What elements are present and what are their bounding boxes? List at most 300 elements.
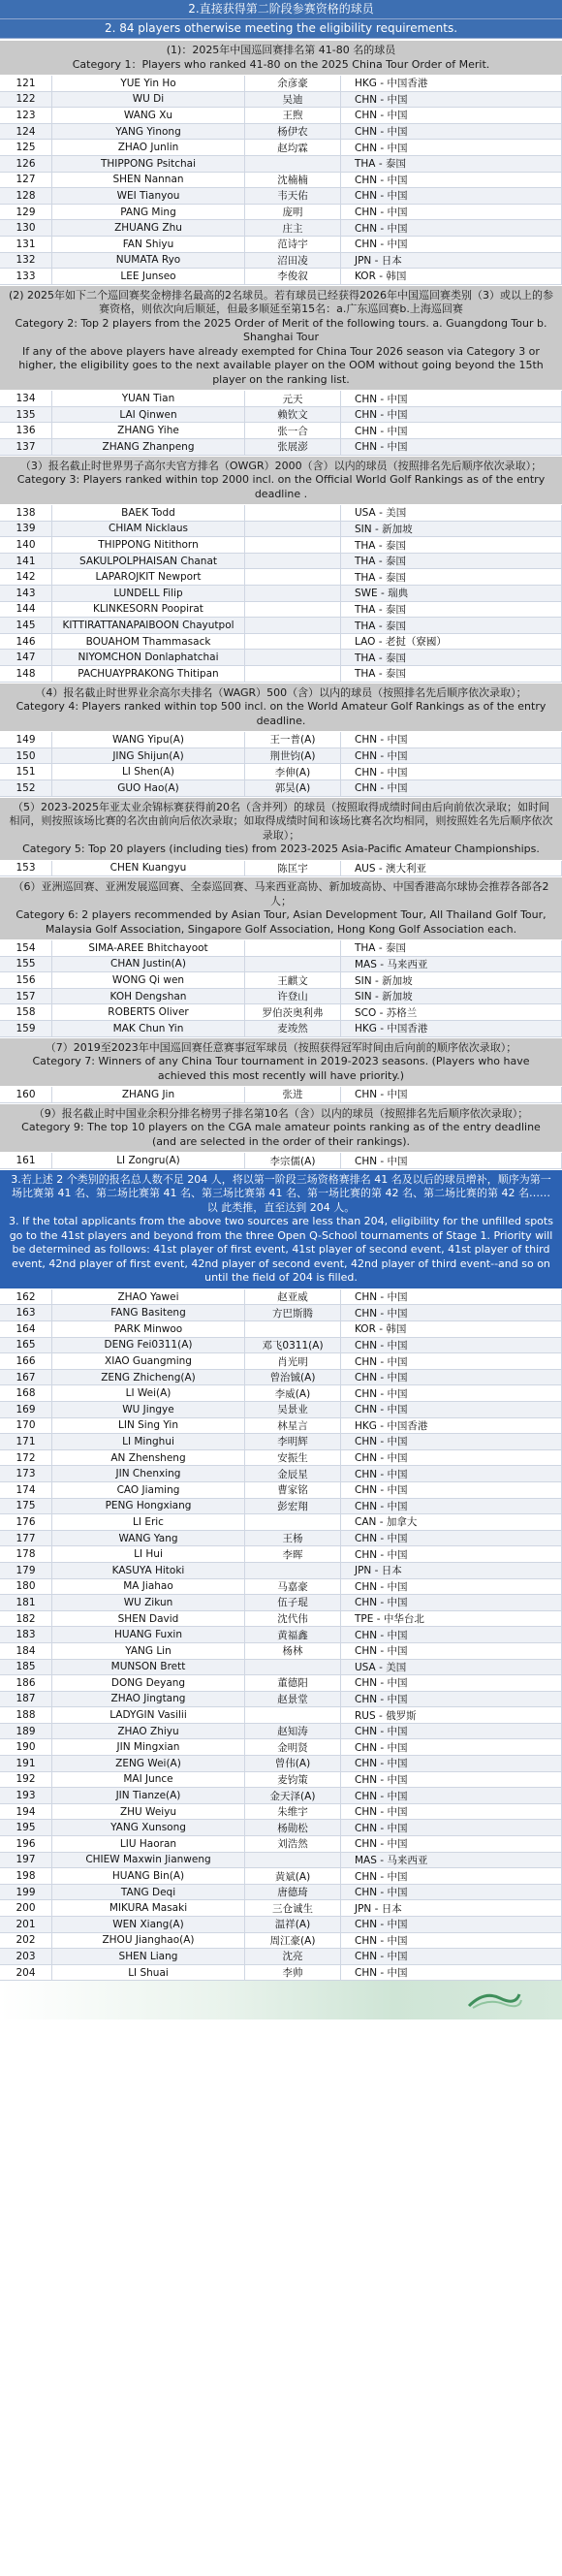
player-name-en: WU Zikun — [52, 1595, 245, 1611]
player-number: 137 — [0, 439, 52, 456]
player-name-en: WEN Xiang(A) — [52, 1917, 245, 1933]
category-line: Category 7: Winners of any China Tour tournament in 2019-2023 seasons. (Players who have achieved this most recently will have priority.) — [32, 1055, 530, 1082]
table-row — [0, 1723, 562, 1739]
player-name-en: MUNSON Brett — [52, 1659, 245, 1675]
category-line: （4）报名截止时世界业余高尔夫排名（WAGR）500（含）以内的球员（按照排名先后顺序依次录取）； — [35, 685, 527, 699]
player-number: 135 — [0, 406, 52, 423]
player-name-zh — [245, 586, 341, 602]
player-name-en: ZHAO Yawei — [52, 1289, 245, 1305]
player-number: 147 — [0, 650, 52, 666]
player-name-en: LI Zongru(A) — [52, 1153, 245, 1168]
player-nationality: CHN - 中国 — [341, 1964, 562, 1981]
player-number: 168 — [0, 1385, 52, 1402]
player-name-zh — [245, 618, 341, 634]
player-name-zh: 曾伟(A) — [245, 1756, 341, 1772]
player-name-zh — [245, 956, 341, 972]
player-name-en: WANG Yang — [52, 1530, 245, 1546]
player-number: 121 — [0, 76, 52, 91]
category-line: Category 6: 2 players recommended by Asian Tour, Asian Development Tour, All Thailand Golf Tour, Malaysia Golf Association, Singapore Golf Association, Hong Kong Golf Association each. — [16, 908, 546, 936]
player-name-zh: 金明贤 — [245, 1739, 341, 1756]
player-name-zh: 李宗儒(A) — [245, 1153, 341, 1168]
player-number: 163 — [0, 1305, 52, 1321]
player-number: 132 — [0, 252, 52, 269]
player-name-en: TANG Deqi — [52, 1884, 245, 1900]
player-name-en: GUO Hao(A) — [52, 779, 245, 796]
player-number: 167 — [0, 1369, 52, 1385]
table-row — [0, 666, 562, 683]
player-nationality: CHN - 中国 — [341, 1153, 562, 1168]
player-name-en: YUE Yin Ho — [52, 76, 245, 91]
player-name-zh: 邓飞0311(A) — [245, 1337, 341, 1353]
player-nationality: CHN - 中国 — [341, 188, 562, 205]
player-nationality: THA - 泰国 — [341, 569, 562, 586]
player-nationality: MAS - 马来西亚 — [341, 956, 562, 972]
player-name-zh — [245, 1707, 341, 1724]
player-number: 190 — [0, 1739, 52, 1756]
player-name-zh: 唐德琦 — [245, 1884, 341, 1900]
player-number: 155 — [0, 956, 52, 972]
player-name-en: FAN Shiyu — [52, 236, 245, 252]
table-row — [0, 1964, 562, 1981]
player-name-en: ZENG Wei(A) — [52, 1756, 245, 1772]
table-row — [0, 439, 562, 456]
table-row — [0, 1562, 562, 1578]
player-name-zh: 方巴斯腾 — [245, 1305, 341, 1321]
table-row — [0, 1627, 562, 1643]
category-heading — [0, 797, 562, 861]
player-nationality: CHN - 中国 — [341, 1353, 562, 1370]
player-name-zh: 张进 — [245, 1087, 341, 1102]
player-name-en: ZHOU Jianghao(A) — [52, 1932, 245, 1949]
player-name-zh: 林星言 — [245, 1417, 341, 1434]
table-row — [0, 1449, 562, 1466]
player-number: 140 — [0, 537, 52, 554]
player-name-en: LAI Qinwen — [52, 406, 245, 423]
player-name-en: JIN Mingxian — [52, 1739, 245, 1756]
player-nationality: CHN - 中国 — [341, 1691, 562, 1707]
player-name-zh — [245, 155, 341, 172]
category-line: （7）2019至2023年中国巡回赛任意赛事冠军球员（按照获得冠军时间由后向前的顺序依次录取）； — [45, 1040, 517, 1054]
player-name-zh — [245, 1321, 341, 1338]
players-table — [0, 1153, 562, 1169]
player-name-zh: 元天 — [245, 391, 341, 406]
table-row — [0, 269, 562, 285]
table-row — [0, 1675, 562, 1692]
player-name-zh: 罗伯茨奥利弗 — [245, 1004, 341, 1021]
player-number: 195 — [0, 1820, 52, 1836]
player-number: 202 — [0, 1932, 52, 1949]
player-number: 192 — [0, 1771, 52, 1788]
player-name-en: LIN Sing Yin — [52, 1417, 245, 1434]
player-name-zh: 金天泽(A) — [245, 1788, 341, 1804]
player-name-zh: 黄福鑫 — [245, 1627, 341, 1643]
player-name-en: PACHUAYPRAKONG Thitipan — [52, 666, 245, 683]
player-number: 145 — [0, 618, 52, 634]
player-number: 185 — [0, 1659, 52, 1675]
player-nationality: CHN - 中国 — [341, 1723, 562, 1739]
category-line: （6）亚洲巡回赛、亚洲发展巡回赛、全泰巡回赛、马来西亚高协、新加坡高协、中国香港高尔球协会推荐各部各2人； — [13, 880, 549, 907]
table-row — [0, 972, 562, 989]
table-row — [0, 1321, 562, 1338]
table-row — [0, 204, 562, 220]
player-name-zh: 赵知涛 — [245, 1723, 341, 1739]
player-name-zh: 沈楠楠 — [245, 172, 341, 188]
player-number: 134 — [0, 391, 52, 406]
player-nationality: THA - 泰国 — [341, 155, 562, 172]
player-name-zh — [245, 633, 341, 650]
player-name-en: KITTIRATTANAPAIBOON Chayutpol — [52, 618, 245, 634]
table-row — [0, 569, 562, 586]
player-name-zh: 黄斌(A) — [245, 1868, 341, 1885]
player-number: 131 — [0, 236, 52, 252]
player-nationality: CHN - 中国 — [341, 1949, 562, 1965]
category-line: Category 4: Players ranked within top 500 incl. on the World Amateur Golf Rankings as of the entry deadline. — [16, 700, 546, 727]
player-name-en: KOH Dengshan — [52, 988, 245, 1004]
player-nationality: CHN - 中国 — [341, 1595, 562, 1611]
player-nationality: CHN - 中国 — [341, 732, 562, 747]
supplement-note-zh: 3.若上述 2 个类别的报名总人数不足 204 人，将以第一阶段三场资格赛排名 41 名及以后的球员增补，顺序为第一场比赛第 41 名、第二场比赛第 41 名、第三场比赛第 41 名、第一场比赛的第 42 名、第二场比赛的第 42 名……以 此类推，直至达到 204 人。 — [11, 1172, 551, 1214]
player-nationality: CHN - 中国 — [341, 1289, 562, 1305]
table-row — [0, 1610, 562, 1627]
player-name-en: CHIAM Nicklaus — [52, 521, 245, 537]
player-name-zh: 李明辉 — [245, 1434, 341, 1450]
player-name-zh: 麦钧策 — [245, 1771, 341, 1788]
players-table — [0, 391, 562, 455]
player-name-zh — [245, 940, 341, 956]
player-number: 141 — [0, 553, 52, 569]
player-name-en: JIN Tianze(A) — [52, 1788, 245, 1804]
player-name-zh — [245, 553, 341, 569]
player-name-zh: 沈亮 — [245, 1949, 341, 1965]
player-name-en: LI Shen(A) — [52, 764, 245, 780]
player-number: 180 — [0, 1578, 52, 1595]
table-row — [0, 1900, 562, 1917]
player-number: 143 — [0, 586, 52, 602]
category-line: （3）报名截止时世界男子高尔夫官方排名（OWGR）2000（含）以内的球员（按照排名先后顺序依次录取）； — [19, 459, 543, 472]
player-name-en: ZHU Weiyu — [52, 1803, 245, 1820]
supplement-note — [0, 1169, 562, 1289]
player-name-en: LI Hui — [52, 1546, 245, 1563]
table-row — [0, 1514, 562, 1531]
player-nationality: SIN - 新加坡 — [341, 521, 562, 537]
player-name-zh: 王杨 — [245, 1530, 341, 1546]
table-row — [0, 155, 562, 172]
table-row — [0, 140, 562, 156]
category-line: (2) 2025年如下二个巡回赛奖金榜排名最高的2名球员。若有球员已经获得2026年中国巡回赛类别（3）或以上的参赛资格，则依次向后顺延，但最多顺延至第15名：a.广东巡回赛b.上海巡回赛 — [8, 288, 554, 316]
player-nationality: THA - 泰国 — [341, 537, 562, 554]
table-row — [0, 940, 562, 956]
table-row — [0, 1852, 562, 1868]
player-number: 171 — [0, 1434, 52, 1450]
table-row — [0, 1595, 562, 1611]
player-number: 194 — [0, 1803, 52, 1820]
players-table — [0, 861, 562, 877]
player-name-zh — [245, 1659, 341, 1675]
player-name-zh — [245, 505, 341, 521]
player-name-en: SHEN Liang — [52, 1949, 245, 1965]
player-name-zh: 曹家铭 — [245, 1481, 341, 1498]
player-number: 164 — [0, 1321, 52, 1338]
player-name-en: ZENG Zhicheng(A) — [52, 1369, 245, 1385]
player-name-en: KLINKESORN Poopirat — [52, 601, 245, 618]
player-number: 172 — [0, 1449, 52, 1466]
player-name-zh: 余彦豪 — [245, 76, 341, 91]
player-nationality: CHN - 中国 — [341, 1305, 562, 1321]
player-nationality: JPN - 日本 — [341, 1562, 562, 1578]
table-row — [0, 1756, 562, 1772]
player-name-en: ZHAO Junlin — [52, 140, 245, 156]
table-row — [0, 1434, 562, 1450]
player-name-zh: 吴迪 — [245, 91, 341, 108]
player-name-en: THIPPONG Nitithorn — [52, 537, 245, 554]
player-number: 199 — [0, 1884, 52, 1900]
player-name-zh: 赵亚威 — [245, 1289, 341, 1305]
players-table — [0, 505, 562, 683]
category-heading — [0, 456, 562, 506]
player-nationality: CHN - 中国 — [341, 1530, 562, 1546]
table-row — [0, 108, 562, 124]
player-number: 153 — [0, 861, 52, 876]
player-name-en: YANG Lin — [52, 1642, 245, 1659]
table-row — [0, 861, 562, 876]
player-name-en: SAKULPOLPHAISAN Chanat — [52, 553, 245, 569]
player-name-en: NIYOMCHON Donlaphatchai — [52, 650, 245, 666]
player-nationality: CHN - 中国 — [341, 1771, 562, 1788]
player-name-en: ZHUANG Zhu — [52, 220, 245, 237]
player-name-en: HUANG Bin(A) — [52, 1868, 245, 1885]
player-nationality: CHN - 中国 — [341, 1756, 562, 1772]
player-nationality: SIN - 新加坡 — [341, 972, 562, 989]
table-row — [0, 1771, 562, 1788]
player-name-zh: 马嘉豪 — [245, 1578, 341, 1595]
table-row — [0, 188, 562, 205]
footer-band — [0, 1981, 562, 2019]
category-heading — [0, 683, 562, 733]
player-name-en: LADYGIN Vasilii — [52, 1707, 245, 1724]
table-row — [0, 1578, 562, 1595]
player-nationality: CHN - 中国 — [341, 779, 562, 796]
player-number: 183 — [0, 1627, 52, 1643]
player-number: 186 — [0, 1675, 52, 1692]
player-number: 198 — [0, 1868, 52, 1885]
player-name-en: DONG Deyang — [52, 1675, 245, 1692]
player-name-zh — [245, 666, 341, 683]
player-name-en: CHAN Justin(A) — [52, 956, 245, 972]
player-nationality: CHN - 中国 — [341, 1369, 562, 1385]
player-number: 203 — [0, 1949, 52, 1965]
category-line: Category 1：Players who ranked 41-80 on the 2025 China Tour Order of Merit. — [72, 57, 490, 71]
player-name-zh: 朱维宇 — [245, 1803, 341, 1820]
table-row — [0, 1546, 562, 1563]
player-name-en: WEI Tianyou — [52, 188, 245, 205]
table-row — [0, 172, 562, 188]
player-name-en: LUNDELL Filip — [52, 586, 245, 602]
player-nationality: CHN - 中国 — [341, 439, 562, 456]
player-nationality: CHN - 中国 — [341, 140, 562, 156]
category-line: Category 5: Top 20 players (including ties) from 2023-2025 Asia-Pacific Amateur Championships. — [22, 843, 540, 855]
player-name-zh: 李俊叙 — [245, 269, 341, 285]
player-number: 148 — [0, 666, 52, 683]
category-line: (1)：2025年中国巡回赛排名第 41-80 名的球员 — [166, 44, 396, 56]
player-name-zh: 金辰星 — [245, 1466, 341, 1482]
player-nationality: CHN - 中国 — [341, 1087, 562, 1102]
category-heading — [0, 1037, 562, 1088]
player-nationality: CHN - 中国 — [341, 764, 562, 780]
players-table — [0, 1087, 562, 1103]
player-nationality: THA - 泰国 — [341, 601, 562, 618]
table-row — [0, 1402, 562, 1418]
player-name-zh — [245, 1514, 341, 1531]
player-nationality: CHN - 中国 — [341, 1739, 562, 1756]
player-name-zh: 陈匡宇 — [245, 861, 341, 876]
table-row — [0, 123, 562, 140]
player-name-en: HUANG Fuxin — [52, 1627, 245, 1643]
player-name-en: WU Di — [52, 91, 245, 108]
table-row — [0, 1466, 562, 1482]
player-number: 204 — [0, 1964, 52, 1981]
player-name-zh: 伍子琨 — [245, 1595, 341, 1611]
player-number: 173 — [0, 1466, 52, 1482]
player-nationality: KOR - 韩国 — [341, 1321, 562, 1338]
player-nationality: CHN - 中国 — [341, 1627, 562, 1643]
player-nationality: CHN - 中国 — [341, 220, 562, 237]
table-row — [0, 1739, 562, 1756]
player-name-zh: 曾治铖(A) — [245, 1369, 341, 1385]
player-name-en: LI Wei(A) — [52, 1385, 245, 1402]
player-name-zh: 董德阳 — [245, 1675, 341, 1692]
player-name-zh: 杨伊农 — [245, 123, 341, 140]
player-name-zh: 王一普(A) — [245, 732, 341, 747]
player-name-zh: 沈代伟 — [245, 1610, 341, 1627]
table-row — [0, 1884, 562, 1900]
category-heading — [0, 285, 562, 392]
player-nationality: LAO - 老挝（寮國） — [341, 633, 562, 650]
player-number: 177 — [0, 1530, 52, 1546]
player-nationality: THA - 泰国 — [341, 666, 562, 683]
player-name-en: LAPAROJKIT Newport — [52, 569, 245, 586]
player-nationality: CHN - 中国 — [341, 1385, 562, 1402]
player-name-zh — [245, 1562, 341, 1578]
player-name-zh: 庞明 — [245, 204, 341, 220]
player-nationality: CHN - 中国 — [341, 423, 562, 439]
player-nationality: CHN - 中国 — [341, 391, 562, 406]
player-nationality: CHN - 中国 — [341, 1434, 562, 1450]
player-number: 201 — [0, 1917, 52, 1933]
player-nationality: TPE - 中华台北 — [341, 1610, 562, 1627]
player-name-en: PARK Minwoo — [52, 1321, 245, 1338]
players-table — [0, 732, 562, 796]
table-row — [0, 1932, 562, 1949]
china-tour-logo-icon — [465, 1988, 523, 2012]
player-number: 127 — [0, 172, 52, 188]
player-name-en: YANG Xunsong — [52, 1820, 245, 1836]
player-name-en: PENG Hongxiang — [52, 1498, 245, 1514]
player-nationality: CHN - 中国 — [341, 1578, 562, 1595]
player-name-en: CAO Jiaming — [52, 1481, 245, 1498]
player-nationality: CHN - 中国 — [341, 1449, 562, 1466]
table-row — [0, 618, 562, 634]
player-name-en: LI Shuai — [52, 1964, 245, 1981]
player-number: 200 — [0, 1900, 52, 1917]
player-number: 149 — [0, 732, 52, 747]
player-nationality: JPN - 日本 — [341, 252, 562, 269]
table-row — [0, 1498, 562, 1514]
player-name-zh — [245, 650, 341, 666]
player-name-zh: 周江豪(A) — [245, 1932, 341, 1949]
category-line: If any of the above players have already exempted for China Tour 2026 season via Category 3 or higher, the eligibility goes to the next available player on the OOM without going beyond the 15th player on the ranking list. — [18, 344, 544, 386]
player-name-en: NUMATA Ryo — [52, 252, 245, 269]
player-nationality: SWE - 瑞典 — [341, 586, 562, 602]
player-name-en: LEE Junseo — [52, 269, 245, 285]
table-row — [0, 1691, 562, 1707]
table-row — [0, 1417, 562, 1434]
player-nationality: CHN - 中国 — [341, 406, 562, 423]
table-row — [0, 1530, 562, 1546]
player-number: 165 — [0, 1337, 52, 1353]
player-name-en: SHEN Nannan — [52, 172, 245, 188]
player-name-en: FANG Basiteng — [52, 1305, 245, 1321]
player-number: 182 — [0, 1610, 52, 1627]
player-number: 159 — [0, 1021, 52, 1037]
player-nationality: CHN - 中国 — [341, 1932, 562, 1949]
player-name-zh: 温祥(A) — [245, 1917, 341, 1933]
player-name-zh — [245, 521, 341, 537]
player-number: 128 — [0, 188, 52, 205]
player-name-zh: 赵景堂 — [245, 1691, 341, 1707]
table-row — [0, 732, 562, 747]
player-name-zh: 刘浩然 — [245, 1836, 341, 1853]
table-row — [0, 779, 562, 796]
player-nationality: THA - 泰国 — [341, 650, 562, 666]
table-row — [0, 764, 562, 780]
player-name-en: SIMA-AREE Bhitchayoot — [52, 940, 245, 956]
player-name-en: MIKURA Masaki — [52, 1900, 245, 1917]
player-number: 158 — [0, 1004, 52, 1021]
player-nationality: CHN - 中国 — [341, 1546, 562, 1563]
player-number: 136 — [0, 423, 52, 439]
player-nationality: CHN - 中国 — [341, 1836, 562, 1853]
player-name-en: SHEN David — [52, 1610, 245, 1627]
player-number: 157 — [0, 988, 52, 1004]
player-nationality: CHN - 中国 — [341, 1481, 562, 1498]
player-number: 178 — [0, 1546, 52, 1563]
top-header: 2.直接获得第二阶段参赛资格的球员 — [0, 0, 562, 19]
player-nationality: AUS - 澳大利亚 — [341, 861, 562, 876]
player-name-zh: 庄主 — [245, 220, 341, 237]
player-name-en: AN Zhensheng — [52, 1449, 245, 1466]
player-number: 193 — [0, 1788, 52, 1804]
player-number: 197 — [0, 1852, 52, 1868]
player-name-zh: 吴景业 — [245, 1402, 341, 1418]
players-table — [0, 1289, 562, 1982]
player-name-en: JIN Chenxing — [52, 1466, 245, 1482]
table-row — [0, 252, 562, 269]
table-row — [0, 1820, 562, 1836]
table-row — [0, 391, 562, 406]
player-nationality: CHN - 中国 — [341, 204, 562, 220]
table-row — [0, 1707, 562, 1724]
player-number: 142 — [0, 569, 52, 586]
player-nationality: USA - 美国 — [341, 1659, 562, 1675]
player-nationality: HKG - 中国香港 — [341, 1417, 562, 1434]
player-name-zh — [245, 1852, 341, 1868]
player-number: 126 — [0, 155, 52, 172]
table-row — [0, 406, 562, 423]
player-number: 133 — [0, 269, 52, 285]
sections-container — [0, 40, 562, 1981]
table-row — [0, 650, 562, 666]
player-name-zh — [245, 601, 341, 618]
